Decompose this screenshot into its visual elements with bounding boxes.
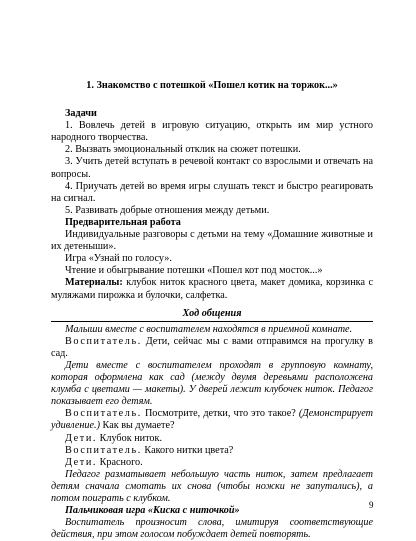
- speaker-label: Воспитатель.: [65, 408, 142, 420]
- dialogue-line: [51, 336, 373, 360]
- prep-heading: Предварительная работа: [65, 216, 181, 228]
- dialogue-line: [51, 408, 373, 432]
- task-item: 1. Вовлечь детей в игровую ситуацию, открыть им мир устного народного творчества.: [51, 120, 373, 144]
- page-number: 9: [369, 500, 374, 510]
- task-item: 2. Вызвать эмоциональный отклик на сюжет потешки.: [65, 144, 301, 156]
- materials-label: Материалы:: [65, 277, 123, 289]
- speech-remark: (Демонстрирует удивление.): [51, 408, 373, 432]
- speech-text: Клубок ниток.: [97, 432, 163, 444]
- dialogue-line: [51, 433, 373, 445]
- stage-direction: Дети вместе с воспитателем проходят в групповую комнату, которая оформлена как сад (между двумя деревьями расположена клумба с цветами — макеты). У дверей лежит клубочек ниток. Педагог показывает его детям.: [51, 359, 373, 408]
- speech-text: Посмотрите, детки, что это такое?: [141, 408, 299, 420]
- task-item: 4. Приучать детей во время игры слушать текст и быстро реагировать на сигнал.: [51, 180, 373, 204]
- stage-direction: Воспитатель произносит слова, имитируя соответствующие действия, при этом голосом побуждает детей повторять.: [51, 517, 373, 541]
- course-heading: Ход общения: [182, 307, 242, 319]
- stage-direction: Малыши вместе с воспитателем находятся в приемной комнате.: [65, 323, 353, 335]
- prep-line: Игра «Узнай по голосу».: [65, 253, 172, 265]
- prep-line: Индивидуальные разговоры с детьми на тему «Домашние животные и их детеныши».: [51, 229, 373, 253]
- stage-direction: Педагог разматывает небольшую часть ниток, затем предлагает детям сначала смотать их снова (чтобы ножки не запутались), а потом поиграть с клубком.: [51, 468, 373, 504]
- dialogue-line: [51, 445, 373, 457]
- heading-divider: [51, 321, 373, 322]
- materials-paragraph: [51, 277, 373, 301]
- speech-text: Дети, сейчас мы с вами отправимся на прогулку в сад.: [51, 335, 373, 359]
- materials-text: клубок ниток красного цвета, макет домика, корзинка с муляжами пирожка и булочки, салфетка.: [51, 277, 373, 301]
- page-content: [51, 80, 373, 541]
- speech-text-end: Как вы думаете?: [100, 420, 175, 432]
- speech-text: Какого нитки цвета?: [141, 444, 234, 456]
- prep-line: Чтение и обыгрывание потешки «Пошел кот под мосток...»: [65, 265, 323, 277]
- finger-game-heading: Пальчиковая игра «Киска с ниточкой»: [65, 505, 240, 517]
- section-title: 1. Знакомство с потешкой «Пошел котик на торжок...»: [86, 80, 338, 91]
- dialogue-line: [51, 457, 373, 469]
- speaker-label: Дети.: [65, 456, 98, 468]
- speaker-label: Воспитатель.: [65, 335, 142, 347]
- tasks-heading: Задачи: [65, 108, 97, 120]
- speech-text: Красного.: [97, 456, 143, 468]
- speaker-label: Дети.: [65, 432, 98, 444]
- task-item: 3. Учить детей вступать в речевой контакт со взрослыми и отвечать на вопросы.: [51, 156, 373, 180]
- task-item: 5. Развивать добрые отношения между детьми.: [65, 204, 270, 216]
- speaker-label: Воспитатель.: [65, 444, 142, 456]
